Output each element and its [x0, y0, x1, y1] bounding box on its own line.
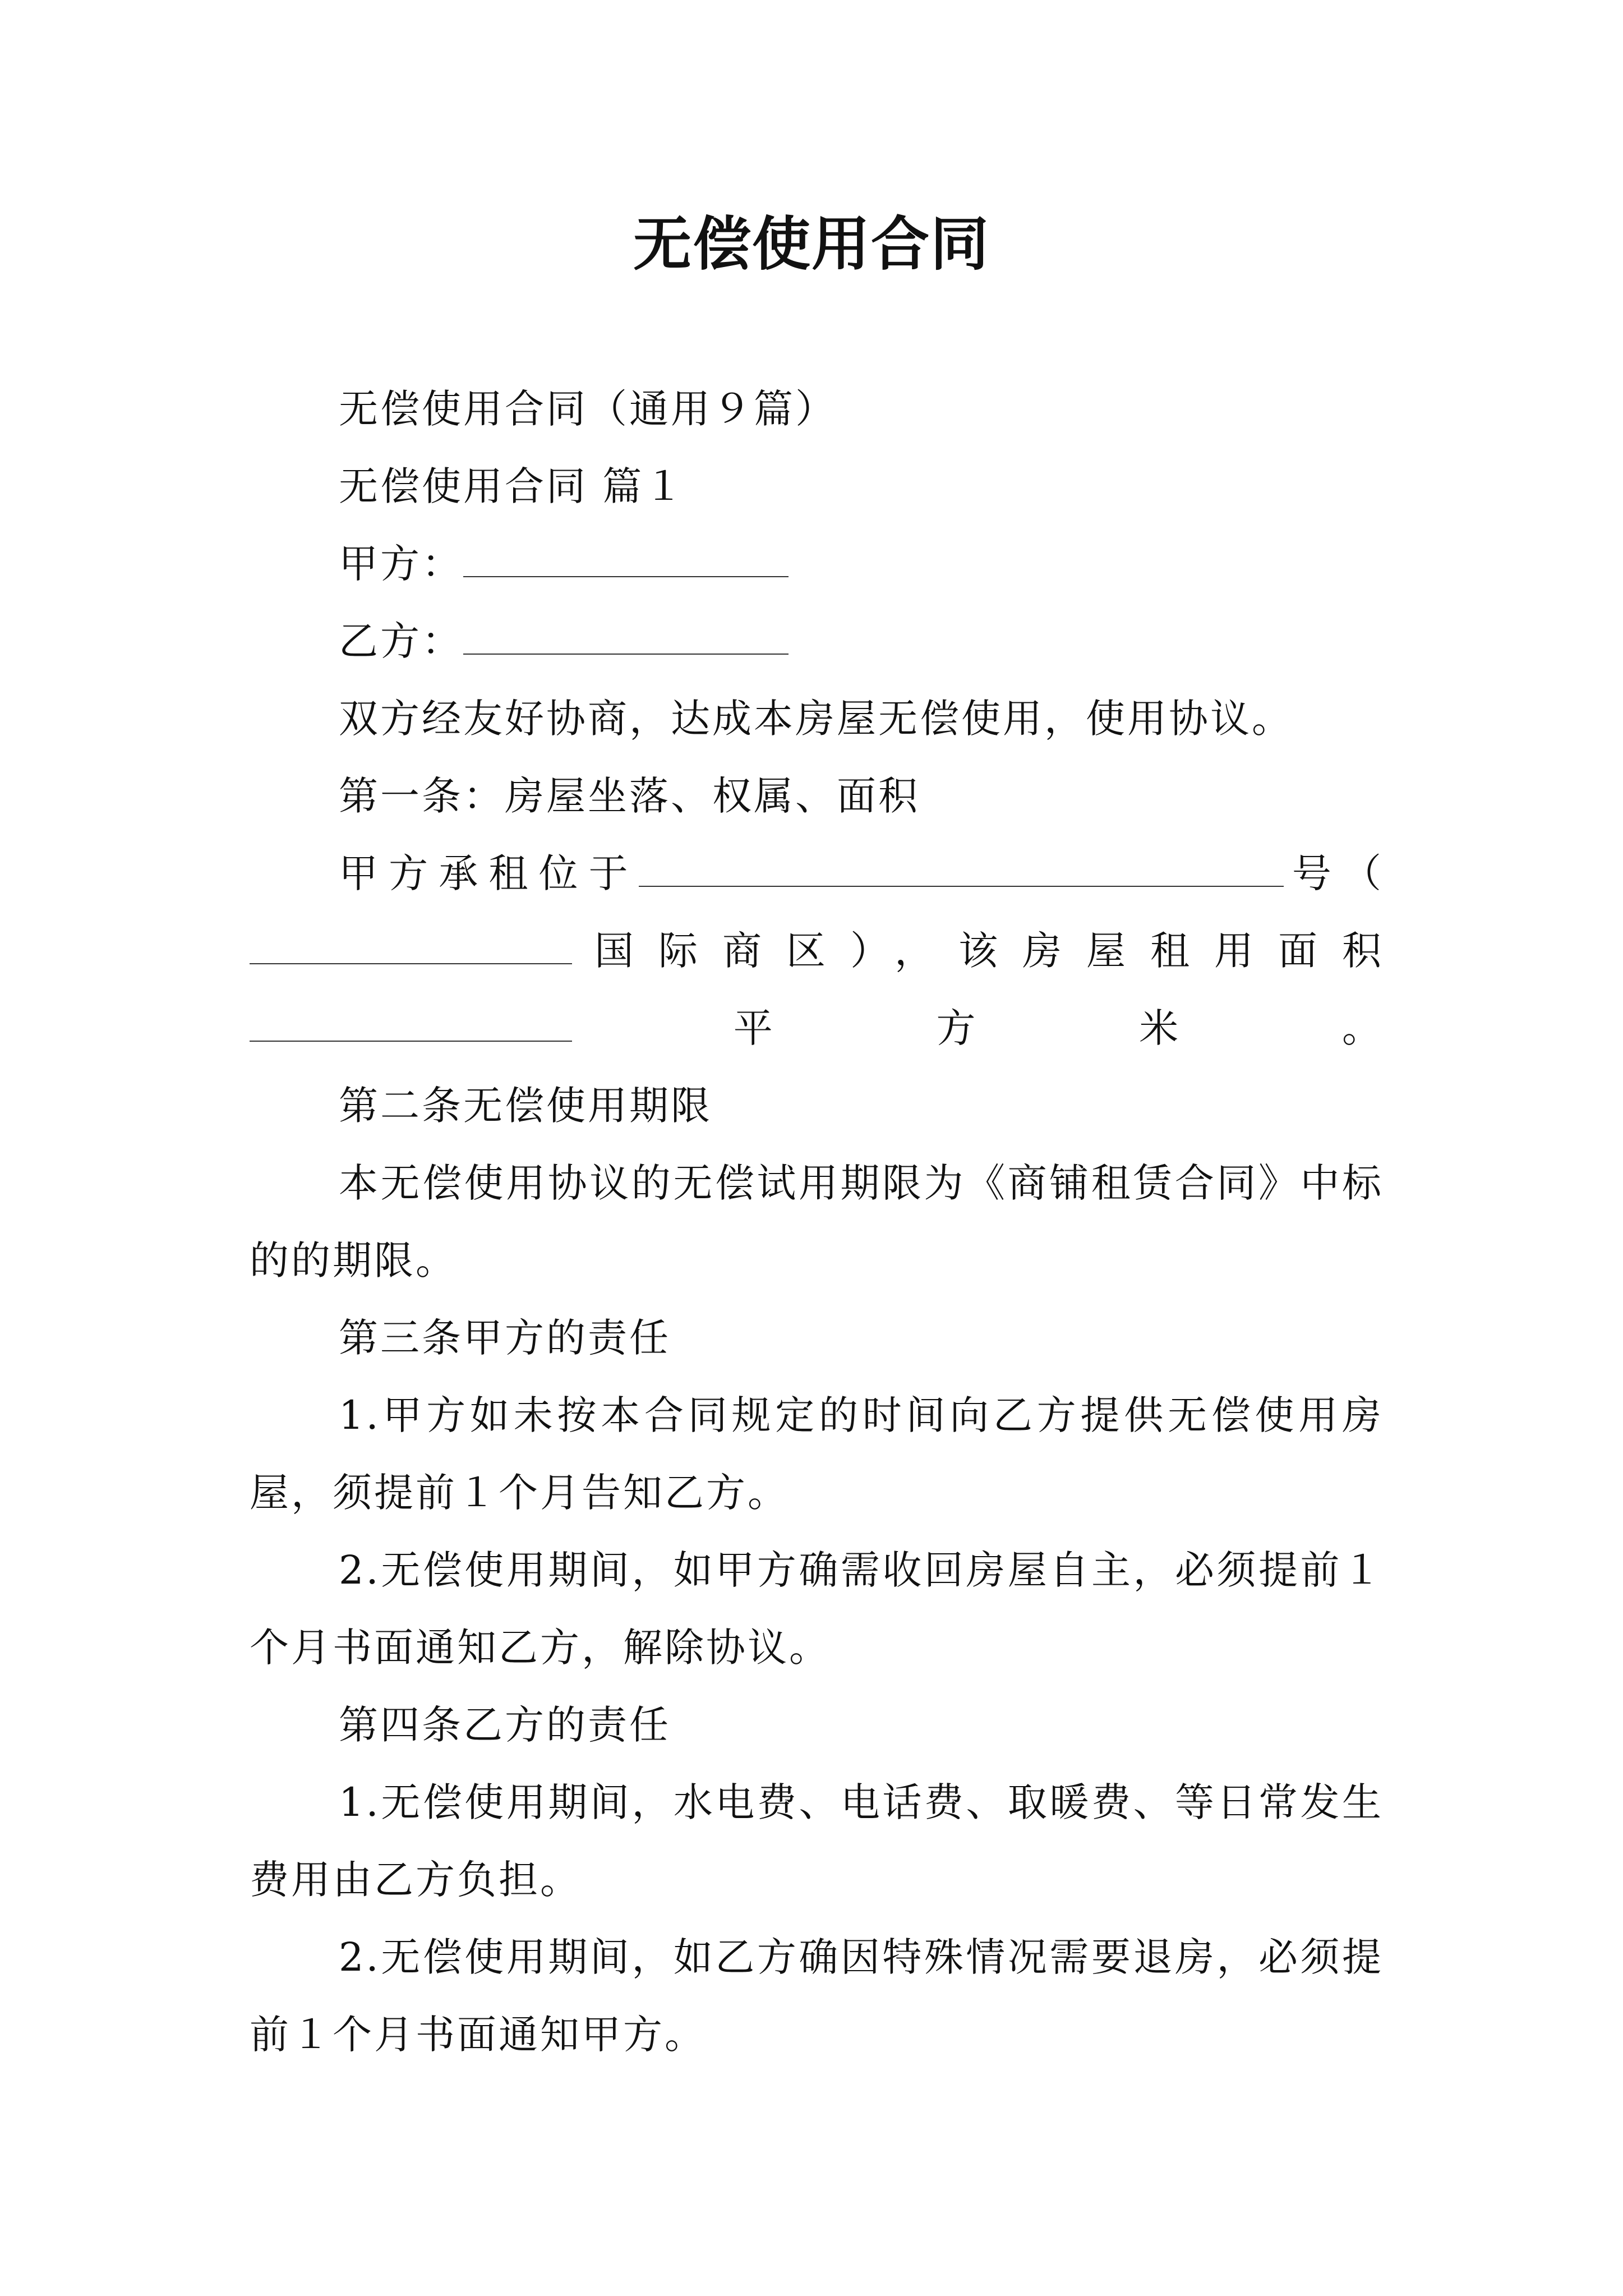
article1-heading: 第一条：房屋坐落、权属、面积	[339, 773, 920, 819]
address-blank[interactable]	[639, 845, 1284, 887]
article4-item-2: 2.无偿使用期间，如乙方确因特殊情况需要退房，必须提前１个月书面通知甲方。	[250, 1934, 1384, 2058]
section-heading: 无偿使用合同 篇１	[339, 463, 686, 509]
district-blank[interactable]	[250, 923, 572, 964]
article2-heading: 第二条无偿使用期限	[339, 1083, 712, 1129]
article1-text-3: 国际商区），该房屋租用面积	[572, 928, 1384, 974]
party-b-blank[interactable]	[463, 613, 789, 655]
document-subtitle: 无偿使用合同（通用９篇）	[339, 386, 837, 432]
party-a-line	[250, 525, 1384, 602]
article3-heading: 第三条甲方的责任	[339, 1315, 671, 1361]
party-b-label: 乙方：	[339, 618, 463, 664]
party-a-label: 甲方：	[339, 541, 463, 587]
article2-paragraph: 本无偿使用协议的无偿试用期限为《商铺租赁合同》中标的的期限。	[250, 1160, 1384, 1283]
article1-text-4: 平方米。	[572, 1005, 1384, 1051]
intro-paragraph: 双方经友好协商，达成本房屋无偿使用，使用协议。	[339, 696, 1293, 742]
document-title: 无偿使用合同	[633, 210, 990, 278]
article4-item-1: 1.无偿使用期间，水电费、电话费、取暖费、等日常发生费用由乙方负担。	[250, 1779, 1384, 1903]
article3-item-2: 2.无偿使用期间，如甲方确需收回房屋自主，必须提前１个月书面通知乙方，解除协议。	[250, 1547, 1384, 1671]
article1-paragraph	[250, 835, 1384, 1067]
party-b-line	[250, 602, 1384, 680]
article1-text-2: 号（	[1283, 850, 1384, 896]
party-a-blank[interactable]	[463, 536, 789, 577]
article3-item-1: 1.甲方如未按本合同规定的时间向乙方提供无偿使用房屋，须提前１个月告知乙方。	[250, 1392, 1384, 1516]
document-body	[250, 370, 1384, 2073]
article4-heading: 第四条乙方的责任	[339, 1702, 671, 1748]
article1-text-1: 甲方承租位于	[339, 850, 639, 896]
area-blank[interactable]	[250, 1000, 572, 1042]
